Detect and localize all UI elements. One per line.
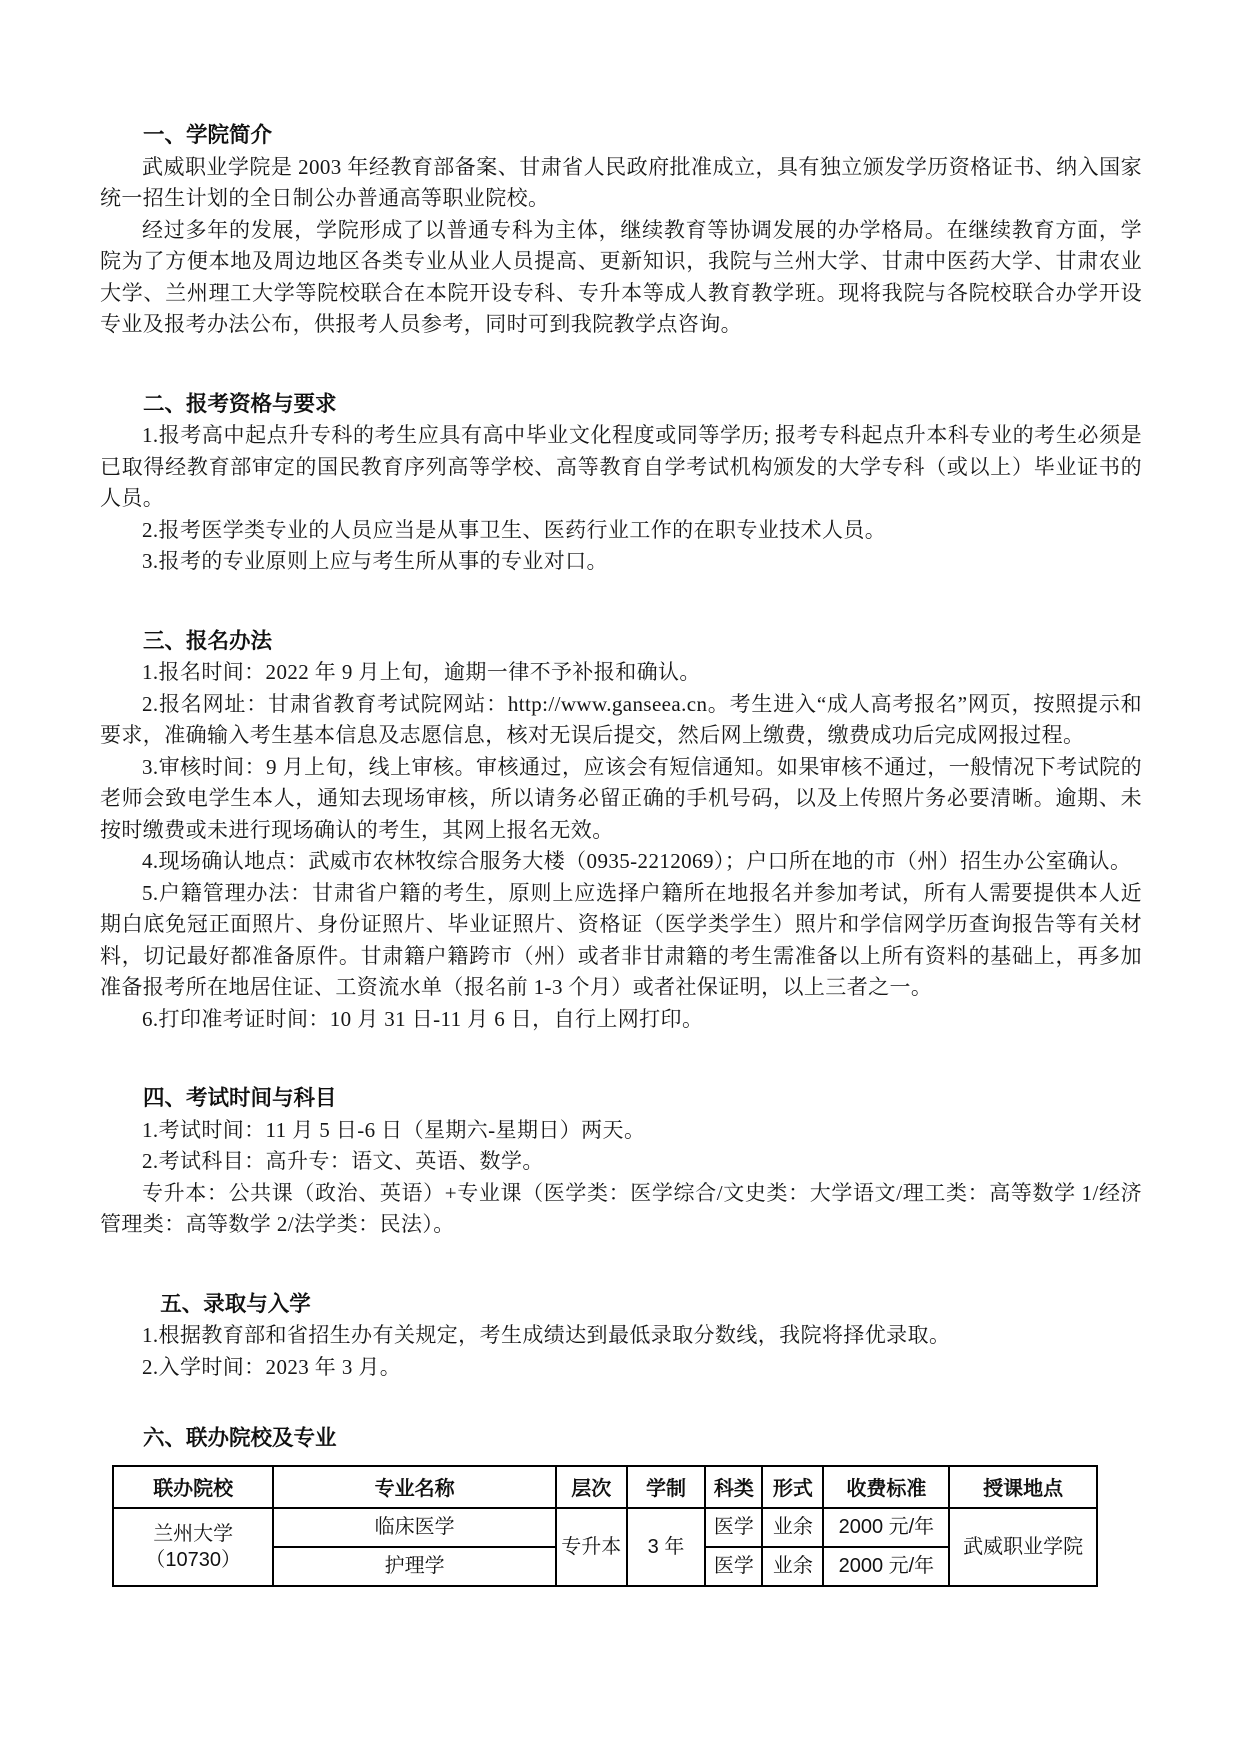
major-cell: 临床医学 [273,1508,555,1547]
paragraph: 3.报考的专业原则上应与考生所从事的专业对口。 [142,549,608,573]
paragraph: 1.根据教育部和省招生办有关规定，考生成绩达到最低录取分数线，我院将择优录取。 [142,1323,951,1347]
programs-table [112,1465,1098,1587]
paragraph: 5.户籍管理办法：甘肃省户籍的考生，原则上应选择户籍所在地报名并参加考试，所有人需要提供本人近期白底免冠正面照片、身份证照片、毕业证照片、资格证（医学类学生）照片和学信网学历查询报告等有关材料，切记最好都准备原件。甘肃籍户籍跨市（州）或者非甘肃籍的考生需准备以上所有资料的基础上，再多加准备报考所在地居住证、工资流水单（报名前 1-3 个月）或者社保证明，以上三者之一。 [100,880,1142,999]
table-row [113,1508,1097,1547]
section-registration [100,626,1142,1036]
major-cell: 护理学 [273,1547,555,1586]
category-cell: 医学 [705,1547,762,1586]
column-header-form: 形式 [762,1466,823,1508]
section-heading: 四、考试时间与科目 [143,1086,337,1110]
column-header-level: 层次 [556,1466,627,1508]
college-cell [113,1508,273,1586]
column-header-major: 专业名称 [273,1466,555,1508]
section-heading: 三、报名办法 [143,628,273,653]
section-exam-time-subjects [100,1083,1142,1241]
column-header-duration: 学制 [627,1466,706,1508]
paragraph: 1.报名时间：2022 年 9 月上旬，逾期一律不予补报和确认。 [142,660,701,684]
section-heading: 二、报考资格与要求 [143,391,337,416]
paragraph: 2.考试科目：高升专：语文、英语、数学。 [142,1149,544,1173]
college-name: 兰州大学 [153,1522,234,1545]
paragraph: 3.审核时间：9 月上旬，线上审核。审核通过，应该会有短信通知。如果审核不通过，一般情况下考试院的老师会致电学生本人，通知去现场审核，所以请务必留正确的手机号码，以及上传照片务必要清晰。逾期、未按时缴费或未进行现场确认的考生，其网上报名无效。 [100,754,1142,842]
college-code: （10730） [145,1548,241,1571]
category-cell: 医学 [705,1508,762,1547]
paragraph: 1.考试时间：11 月 5 日-6 日（星期六-星期日）两天。 [142,1117,646,1142]
section-joint-programs [100,1423,1142,1587]
form-cell: 业余 [762,1547,823,1586]
form-cell: 业余 [762,1508,823,1547]
fee-cell: 2000 元/年 [823,1547,949,1586]
location-cell: 武威职业学院 [949,1508,1097,1586]
paragraph: 专升本：公共课（政治、英语）+专业课（医学类：医学综合/文史类：大学语文/理工类：高等数学 1/经济管理类：高等数学 2/法学类：民法）。 [100,1180,1142,1236]
duration-cell: 3 年 [627,1508,706,1586]
column-header-location: 授课地点 [949,1466,1097,1508]
paragraph: 武威职业学院是 2003 年经教育部备案、甘肃省人民政府批准成立，具有独立颁发学历资格证书、纳入国家统一招生计划的全日制公办普通高等职业院校。 [100,154,1142,210]
paragraph: 1.报考高中起点升专科的考生应具有高中毕业文化程度或同等学历; 报考专科起点升本科专业的考生必须是已取得经教育部审定的国民教育序列高等学校、高等教育自学考试机构颁发的大学专科（或以上）毕业证书的人员。 [100,423,1142,510]
paragraph: 经过多年的发展，学院形成了以普通专科为主体，继续教育等协调发展的办学格局。在继续教育方面，学院为了方便本地及周边地区各类专业从业人员提高、更新知识，我院与兰州大学、甘肃中医药大学、甘肃农业大学、兰州理工大学等院校联合在本院开设专科、专升本等成人教育教学班。现将我院与各院校联合办学开设专业及报考办法公布，供报考人员参考，同时可到我院教学点咨询。 [100,217,1142,336]
column-header-college: 联办院校 [113,1466,273,1508]
section-heading: 一、学院简介 [143,123,273,147]
paragraph: 2.入学时间：2023 年 3 月。 [142,1354,402,1379]
paragraph: 4.现场确认地点：武威市农林牧综合服务大楼（0935-2212069）；户口所在地的市（州）招生办公室确认。 [142,849,1132,873]
paragraph: 2.报考医学类专业的人员应当是从事卫生、医药行业工作的在职专业技术人员。 [142,517,887,542]
fee-cell: 2000 元/年 [823,1508,949,1547]
section-qualifications [100,389,1142,578]
level-cell: 专升本 [556,1508,627,1586]
paragraph: 6.打印准考证时间：10 月 31 日-11 月 6 日，自行上网打印。 [142,1006,704,1031]
section-admission [100,1289,1142,1384]
section-heading: 六、联办院校及专业 [143,1426,337,1450]
paragraph: 2.报名网址：甘肃省教育考试院网站：http://www.ganseea.cn。考生进入“成人高考报名”网页，按照提示和要求，准确输入考生基本信息及志愿信息，核对无误后提交，然后网上缴费，缴费成功后完成网报过程。 [100,691,1142,747]
section-heading: 五、录取与入学 [160,1291,311,1316]
section-college-intro [100,120,1142,341]
table-header-row [113,1466,1097,1508]
column-header-fee: 收费标准 [823,1466,949,1508]
column-header-category: 科类 [705,1466,762,1508]
